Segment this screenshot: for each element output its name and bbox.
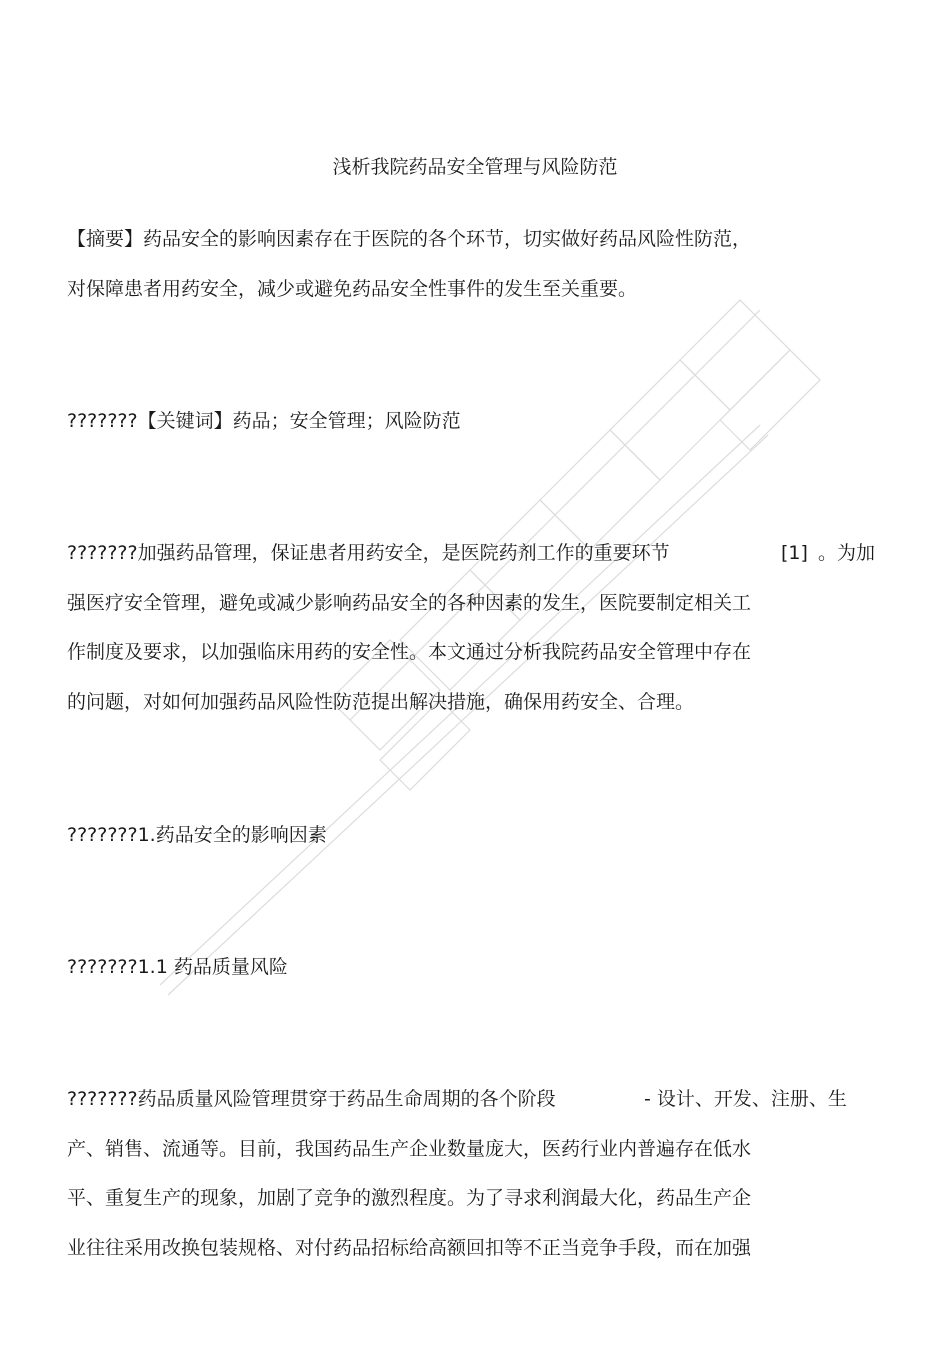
body-line-4: 业往往采用改换包装规格、对付药品招标给高额回扣等不正当竞争手段，而在加强 bbox=[67, 1237, 752, 1259]
page-title: 浅析我院药品安全管理与风险防范 bbox=[332, 156, 618, 178]
body-line-1: ???????药品质量风险管理贯穿于药品生命周期的各个阶段 bbox=[67, 1088, 556, 1110]
abstract-line-1: 【摘要】药品安全的影响因素存在于医院的各个环节，切实做好药品风险性防范， bbox=[67, 228, 752, 250]
body-line-1-tail: - 设计、开发、注册、生 bbox=[644, 1088, 847, 1110]
intro-line-4: 的问题，对如何加强药品风险性防范提出解决措施，确保用药安全、合理。 bbox=[67, 691, 695, 713]
body-line-2: 产、销售、流通等。目前，我国药品生产企业数量庞大，医药行业内普遍存在低水 bbox=[67, 1138, 752, 1160]
intro-line-2: 强医疗安全管理，避免或减少影响药品安全的各种因素的发生，医院要制定相关工 bbox=[67, 592, 752, 614]
intro-line-3: 作制度及要求，以加强临床用药的安全性。本文通过分析我院药品安全管理中存在 bbox=[67, 641, 752, 663]
keywords-line: ???????【关键词】药品；安全管理；风险防范 bbox=[67, 410, 461, 432]
intro-line-1-tail: 。为加 bbox=[818, 542, 876, 564]
section-heading-1: ???????1.药品安全的影响因素 bbox=[67, 824, 327, 846]
body-line-3: 平、重复生产的现象，加剧了竞争的激烈程度。为了寻求利润最大化，药品生产企 bbox=[67, 1187, 752, 1209]
intro-reference: [1] bbox=[781, 542, 808, 564]
section-heading-1-1: ???????1.1 药品质量风险 bbox=[67, 956, 288, 978]
abstract-line-2: 对保障患者用药安全，减少或避免药品安全性事件的发生至关重要。 bbox=[67, 278, 638, 300]
intro-line-1: ???????加强药品管理，保证患者用药安全，是医院药剂工作的重要环节 bbox=[67, 542, 670, 564]
